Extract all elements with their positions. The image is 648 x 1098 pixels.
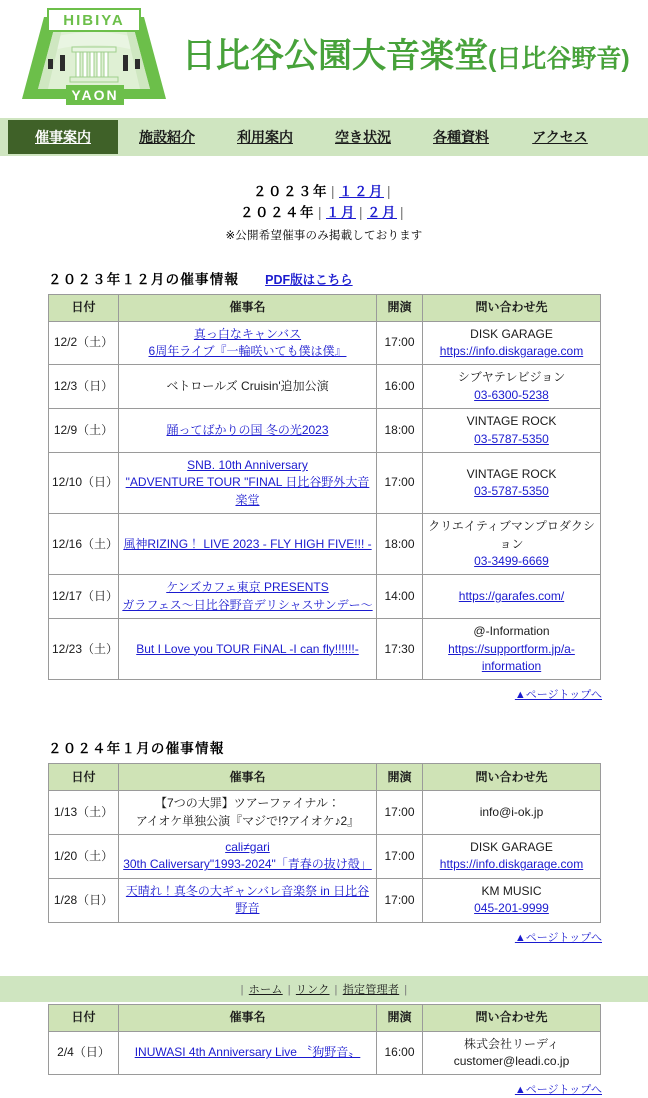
events-table-february	[48, 1004, 601, 1076]
cell-date: 12/10（日）	[49, 453, 119, 514]
cell-start-time: 17:00	[377, 835, 423, 879]
table-row	[49, 878, 601, 922]
cell-start-time: 14:00	[377, 575, 423, 619]
column-header-contact: 問い合わせ先	[423, 1004, 601, 1031]
cell-event-name	[119, 365, 377, 409]
cell-start-time: 17:00	[377, 791, 423, 835]
page-title	[182, 38, 630, 75]
event-name-link[interactable]: "ADVENTURE TOUR "FINAL 日比谷野外大音楽堂	[125, 475, 370, 507]
nav-item-documents[interactable]: 各種資料	[433, 129, 489, 145]
nav-item-facility[interactable]: 施設紹介	[139, 129, 195, 145]
section-title: ２０２３年１２月の催事情報	[48, 271, 240, 287]
site-footer	[0, 976, 648, 1002]
event-name-link[interactable]: 6周年ライブ『一輪咲いても僕は僕』	[148, 344, 347, 359]
table-header-row	[49, 294, 601, 321]
logo-bottom-text: YAON	[71, 87, 119, 103]
events-table-january	[48, 763, 601, 922]
contact-text: DISK GARAGE	[470, 326, 553, 341]
page-top-label[interactable]: ▲ページトップへ	[514, 1084, 602, 1097]
cell-start-time: 16:00	[377, 365, 423, 409]
nav-item-availability[interactable]: 空き状況	[335, 129, 391, 145]
cell-event-name[interactable]	[119, 409, 377, 453]
footer-link-manager[interactable]: 指定管理者	[342, 984, 400, 996]
cell-event-name	[119, 791, 377, 835]
cell-contact	[423, 514, 601, 575]
events-table-body	[49, 1031, 601, 1075]
cell-date: 12/16（土）	[49, 514, 119, 575]
cell-start-time: 18:00	[377, 514, 423, 575]
pdf-version-link[interactable]: PDF版はこちら	[265, 272, 353, 287]
event-name-link[interactable]: 30th Caliversary"1993-2024"「青春の抜け殻」	[123, 857, 372, 872]
contact-text: 株式会社リーディ	[463, 1036, 560, 1051]
cell-date: 12/2（土）	[49, 321, 119, 365]
cell-contact	[423, 453, 601, 514]
column-header-date: 日付	[49, 294, 119, 321]
logo-top-text: HIBIYA	[63, 11, 125, 29]
page-top-label[interactable]: ▲ページトップへ	[514, 931, 602, 944]
events-table-body	[49, 321, 601, 680]
cell-contact	[423, 409, 601, 453]
contact-link[interactable]: 03-5787-5350	[474, 431, 549, 446]
column-header-event-name: 催事名	[119, 1004, 377, 1031]
table-row	[49, 514, 601, 575]
event-name-link[interactable]: But I Love you TOUR FiNAL -I can fly!!!!!!-	[136, 641, 359, 656]
contact-link[interactable]: 045-201-9999	[474, 901, 549, 916]
column-header-contact: 問い合わせ先	[423, 294, 601, 321]
table-row	[49, 321, 601, 365]
table-row	[49, 835, 601, 879]
contact-text: VINTAGE ROCK	[466, 466, 557, 481]
column-header-start-time: 開演	[377, 1004, 423, 1031]
contact-link[interactable]: https://garafes.com/	[458, 589, 565, 604]
contact-text: クリエイティブマンプロダクション	[428, 519, 595, 551]
page-top-link-february[interactable]	[44, 1080, 604, 1098]
cell-event-name[interactable]	[119, 878, 377, 922]
hibiya-yaon-logo[interactable]	[14, 3, 174, 111]
table-row	[49, 791, 601, 835]
year-label-2024: ２０２４年	[239, 204, 315, 220]
section-header	[44, 737, 604, 757]
section-title: ２０２４年１月の催事情報	[48, 741, 225, 757]
column-header-date: 日付	[49, 764, 119, 791]
table-row	[49, 453, 601, 514]
events-table-december	[48, 294, 601, 681]
contact-text: info@i-ok.jp	[479, 804, 544, 819]
contact-text: @-Information	[473, 624, 550, 639]
year-label-2023: ２０２３年	[252, 184, 328, 199]
cell-event-name[interactable]	[119, 619, 377, 680]
table-header-row	[49, 764, 601, 791]
contact-link[interactable]: 03-6300-5238	[474, 387, 549, 402]
contact-link[interactable]: information	[481, 658, 542, 673]
cell-event-name[interactable]	[119, 453, 377, 514]
section-header	[44, 268, 604, 288]
nav-item-access[interactable]: アクセス	[532, 129, 588, 145]
month-selector-line-2023: ２０２３年 | １２月 |	[252, 184, 393, 199]
cell-start-time: 17:30	[377, 619, 423, 680]
cell-event-name[interactable]	[119, 835, 377, 879]
cell-date: 1/13（土）	[49, 791, 119, 835]
month-selector	[0, 182, 648, 246]
contact-link[interactable]: https://info.diskgarage.com	[439, 857, 584, 872]
cell-contact	[423, 791, 601, 835]
cell-start-time: 17:00	[377, 321, 423, 365]
cell-contact	[423, 1031, 601, 1075]
event-name-link[interactable]: cali≠gari	[225, 840, 270, 855]
cell-date: 12/17（日）	[49, 575, 119, 619]
cell-contact	[423, 835, 601, 879]
column-header-date: 日付	[49, 1004, 119, 1031]
cell-contact	[423, 321, 601, 365]
column-header-contact: 問い合わせ先	[423, 764, 601, 791]
table-row	[49, 1031, 601, 1075]
event-name-text: アイオケ単独公演『マジで!?アイオケ♪2』	[135, 813, 360, 828]
event-name-link[interactable]: 真っ白なキャンバス	[193, 326, 302, 341]
events-table-body	[49, 791, 601, 922]
column-header-event-name: 催事名	[119, 764, 377, 791]
section-december-2023	[44, 268, 604, 704]
table-row	[49, 409, 601, 453]
event-name-text: 【7つの大罪】ツアーファイナル：	[155, 796, 340, 811]
cell-event-name[interactable]	[119, 575, 377, 619]
page-top-label[interactable]: ▲ページトップへ	[514, 689, 602, 702]
cell-date: 12/9（土）	[49, 409, 119, 453]
event-name-link[interactable]: 風神RIZING！ LIVE 2023 - FLY HIGH FIVE!!! -	[123, 536, 372, 551]
contact-text: DISK GARAGE	[470, 840, 553, 855]
cell-contact	[423, 365, 601, 409]
event-name-link[interactable]: 天晴れ！真冬の大ギャンバレ音楽祭 in 日比谷野音	[125, 883, 370, 916]
site-title-main: 日比谷公園大音楽堂	[182, 37, 488, 76]
cell-date: 12/3（日）	[49, 365, 119, 409]
contact-link[interactable]: 03-3499-6669	[474, 553, 549, 568]
event-name-link[interactable]: SNB. 10th Anniversary	[187, 458, 308, 472]
contact-text: customer@leadi.co.jp	[453, 1054, 570, 1069]
contact-text: VINTAGE ROCK	[466, 414, 557, 429]
cell-start-time: 16:00	[377, 1031, 423, 1075]
table-row	[49, 619, 601, 680]
event-name-link[interactable]: 踊ってばかりの国 冬の光2023	[166, 422, 329, 437]
cell-date: 1/20（土）	[49, 835, 119, 879]
event-name-link[interactable]: INUWASI 4th Anniversary Live 〝狗野音〟	[134, 1045, 361, 1060]
event-name-link[interactable]: ケンズカフェ東京 PRESENTS	[166, 580, 329, 595]
month-link-2024-1[interactable]: １月	[325, 204, 356, 220]
cell-event-name[interactable]	[119, 321, 377, 365]
event-name-text: ベトロールズ Cruisin'追加公演	[166, 379, 329, 394]
column-header-event-name: 催事名	[119, 294, 377, 321]
column-header-start-time: 開演	[377, 294, 423, 321]
contact-link[interactable]: 03-5787-5350	[474, 484, 549, 499]
page-top-link-december[interactable]	[44, 685, 604, 703]
cell-contact	[423, 575, 601, 619]
month-link-2023-12[interactable]: １２月	[339, 184, 384, 199]
nav-item-usage-guide[interactable]: 利用案内	[237, 129, 293, 145]
cell-start-time: 18:00	[377, 409, 423, 453]
site-title-paren: (日比谷野音)	[488, 45, 630, 74]
contact-text: KM MUSIC	[481, 883, 542, 898]
cell-date: 1/28（日）	[49, 878, 119, 922]
cell-contact	[423, 878, 601, 922]
column-header-start-time: 開演	[377, 764, 423, 791]
section-january-2024	[44, 737, 604, 945]
footer-link-home[interactable]: ホーム	[248, 984, 283, 996]
main-navigation	[0, 118, 648, 156]
table-header-row	[49, 1004, 601, 1031]
event-name-link[interactable]: ガラフェス〜日比谷野音デリシャスサンデー〜	[122, 597, 373, 612]
cell-date: 2/4（日）	[49, 1031, 119, 1075]
contact-link[interactable]: https://info.diskgarage.com	[439, 344, 584, 359]
table-row	[49, 365, 601, 409]
cell-event-name[interactable]	[119, 1031, 377, 1075]
cell-event-name[interactable]	[119, 514, 377, 575]
month-link-2024-2[interactable]: ２月	[367, 204, 397, 220]
month-selector-line-2024: ２０２４年 | １月 | ２月 |	[239, 204, 406, 220]
contact-link[interactable]: https://supportform.jp/a-	[448, 641, 575, 656]
cell-start-time: 17:00	[377, 453, 423, 514]
cell-contact	[423, 619, 601, 680]
contact-text: シブヤテレビジョン	[457, 370, 566, 385]
table-row	[49, 575, 601, 619]
page-top-link-january[interactable]	[44, 928, 604, 946]
footer-link-links[interactable]: リンク	[295, 984, 330, 996]
cell-start-time: 17:00	[377, 878, 423, 922]
cell-date: 12/23（土）	[49, 619, 119, 680]
footer-links: | ホーム | リンク | 指定管理者 |	[240, 984, 408, 996]
site-header	[0, 0, 648, 112]
nav-item-event-info[interactable]: 催事案内	[8, 120, 118, 154]
month-selector-note: ※公開希望催事のみ掲載しております	[225, 229, 423, 242]
